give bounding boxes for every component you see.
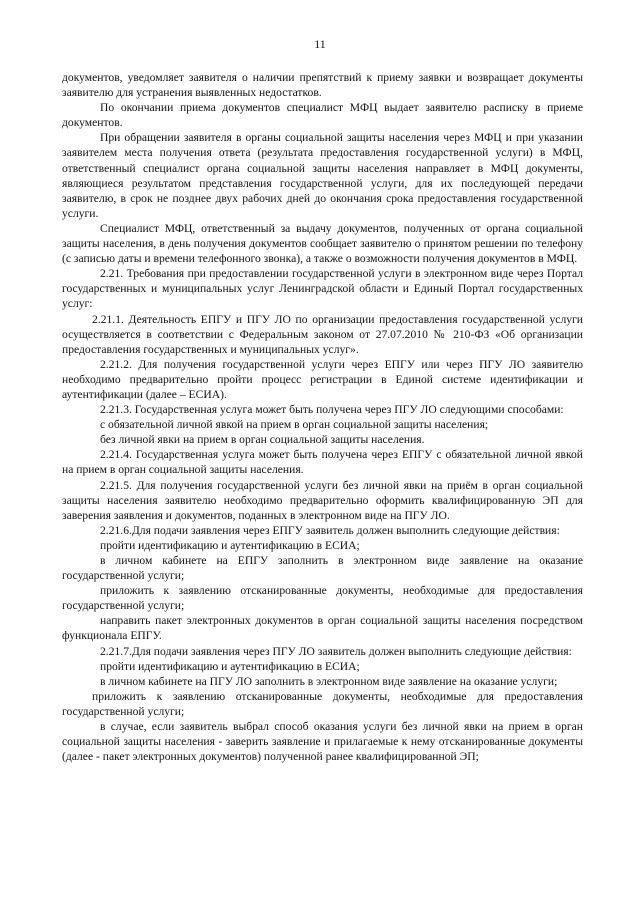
document-body <box>62 70 583 764</box>
paragraph: приложить к заявлению отсканированные документы, необходимые для предоставления государственной услуги; <box>62 584 583 613</box>
paragraph: пройти идентификацию и аутентификацию в ЕСИА; <box>100 659 360 673</box>
paragraph: пройти идентификацию и аутентификацию в ЕСИА; <box>100 538 360 552</box>
paragraph: По окончании приема документов специалист МФЦ выдает заявителю расписку в приеме документов. <box>62 101 583 130</box>
paragraph: направить пакет электронных документов в орган социальной защиты населения посредством функционала ЕПГУ. <box>62 614 583 643</box>
paragraph: в личном кабинете на ПГУ ЛО заполнить в электронном виде заявление на оказание услуги; <box>100 674 558 688</box>
paragraph: 2.21.6.Для подачи заявления через ЕПГУ заявитель должен выполнить следующие действия: <box>100 523 560 537</box>
paragraph: 2.21.1. Деятельность ЕПГУ и ПГУ ЛО по организации предоставления государственной услуги осуществляется в соответствии с Федеральным законом от 27.07.2010 № 210-ФЗ «Об организации предоставления государственных и муниципальных услуг». <box>62 312 583 356</box>
paragraph: приложить к заявлению отсканированные документы, необходимые для предоставления государственной услуги; <box>62 689 583 718</box>
paragraph: в личном кабинете на ЕПГУ заполнить в электронном виде заявление на оказание государственной услуги; <box>62 554 583 583</box>
paragraph: Специалист МФЦ, ответственный за выдачу документов, полученных от органа социальной защиты населения, в день получения документов сообщает заявителю о принятом решении по телефону (с записью даты и времени телефонного звонка), а также о возможности получения документов в МФЦ. <box>62 221 583 266</box>
page-number: 11 <box>314 37 326 51</box>
paragraph: 2.21. Требования при предоставлении государственной услуги в электронном виде через Портал государственных и муниципальных услуг Ленинградской области и Единый Портал государственных услуг: <box>62 267 583 311</box>
paragraph: в случае, если заявитель выбрал способ оказания услуги без личной явки на прием в орган социальной защиты населения - заверить заявление и прилагаемые к нему отсканированные документы (далее - пакет электронных документов) полученной ранее квалифицированной ЭП; <box>62 720 583 764</box>
paragraph: 2.21.5. Для получения государственной услуги без личной явки на приём в орган социальной защиты населения заявителю необходимо предварительно оформить квалифицированную ЭП для заверения заявления и документов, поданных в электронном виде на ПГУ ЛО. <box>62 478 583 522</box>
paragraph: 2.21.2. Для получения государственной услуги через ЕПГУ или через ПГУ ЛО заявителю необходимо предварительно пройти процесс регистрации в Единой системе идентификации и аутентификации (далее – ЕСИА). <box>62 357 583 401</box>
paragraph: При обращении заявителя в органы социальной защиты населения через МФЦ и при указании заявителем места получения ответа (результата предоставления государственной услуги) в МФЦ, ответственный специалист органа социальной защиты населения направляет в МФЦ документы, являющиеся результатом представления государственной услуги, для их последующей передачи заявителю, в срок не позднее двух рабочих дней до окончания срока предоставления государственной услуги. <box>62 131 583 220</box>
paragraph: 2.21.3. Государственная услуга может быть получена через ПГУ ЛО следующими способами: <box>100 403 564 417</box>
paragraph: 2.21.4. Государственная услуга может быть получена через ЕПГУ с обязательной личной явкой на прием в орган социальной защиты населения. <box>62 448 583 477</box>
paragraph: 2.21.7.Для подачи заявления через ПГУ ЛО заявитель должен выполнить следующие действия: <box>100 644 572 658</box>
paragraph: с обязательной личной явкой на прием в орган социальной защиты населения; <box>100 418 489 432</box>
paragraph: без личной явки на прием в орган социальной защиты населения. <box>100 433 425 447</box>
paragraph: документов, уведомляет заявителя о наличии препятствий к приему заявки и возвращает документы заявителю для устранения выявленных недостатков. <box>62 71 583 100</box>
